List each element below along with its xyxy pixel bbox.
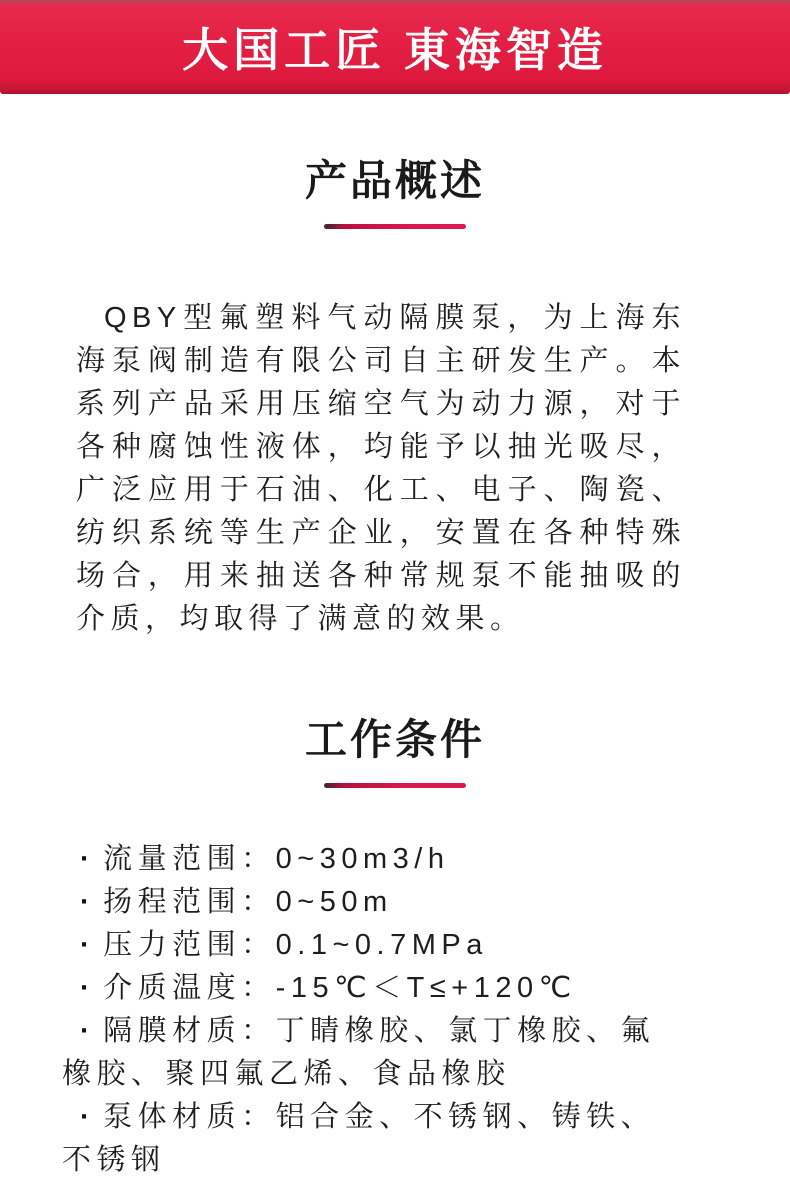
working-conditions-title-underline — [324, 783, 466, 788]
condition-item-flow-range — [62, 838, 672, 881]
working-conditions-list — [62, 838, 672, 1182]
brand-banner — [0, 0, 790, 94]
overview-paragraph: QBY型氟塑料气动隔膜泵，为上海东海泵阀制造有限公司自主研发生产。本系列产品采用压缩空气为动力源，对于各种腐蚀性液体，均能予以抽光吸尽，广泛应用于石油、化工、电子、陶瓷、纺织系统等生产企业，安置在各种特殊场合，用来抽送各种常规泵不能抽吸的介质，均取得了满意的效果。 — [76, 302, 686, 635]
working-conditions-section-title: 工作条件 — [304, 716, 485, 763]
condition-item-text: 流量范围：0~30m3/h — [103, 843, 450, 875]
overview-title-underline — [324, 224, 466, 229]
condition-item-text: 扬程范围：0~50m — [103, 886, 393, 918]
condition-item-text: 泵体材质：铝合金、不锈钢、铸铁、不锈钢 — [62, 1101, 656, 1176]
brand-banner-title: 大国工匠 東海智造 — [182, 24, 608, 76]
bullet-icon: · — [80, 929, 96, 961]
condition-item-text: 隔膜材质：丁睛橡胶、氯丁橡胶、氟橡胶、聚四氟乙烯、食品橡胶 — [62, 1015, 656, 1090]
condition-item-head-range — [62, 881, 672, 924]
condition-item-medium-temperature — [62, 967, 672, 1010]
bullet-icon: · — [80, 1101, 96, 1133]
bullet-icon: · — [80, 972, 96, 1004]
bullet-icon: · — [80, 843, 96, 875]
bullet-icon: · — [80, 1015, 96, 1047]
condition-item-diaphragm-material — [62, 1010, 672, 1096]
overview-section-title: 产品概述 — [304, 157, 485, 204]
bullet-icon: · — [80, 886, 96, 918]
condition-item-pressure-range — [62, 924, 672, 967]
section-product-overview — [0, 156, 790, 641]
section-working-conditions — [0, 715, 790, 1182]
condition-item-pump-body-material — [62, 1096, 672, 1182]
condition-item-text: 介质温度：-15℃＜T≤+120℃ — [103, 972, 577, 1004]
condition-item-text: 压力范围：0.1~0.7MPa — [103, 929, 488, 961]
